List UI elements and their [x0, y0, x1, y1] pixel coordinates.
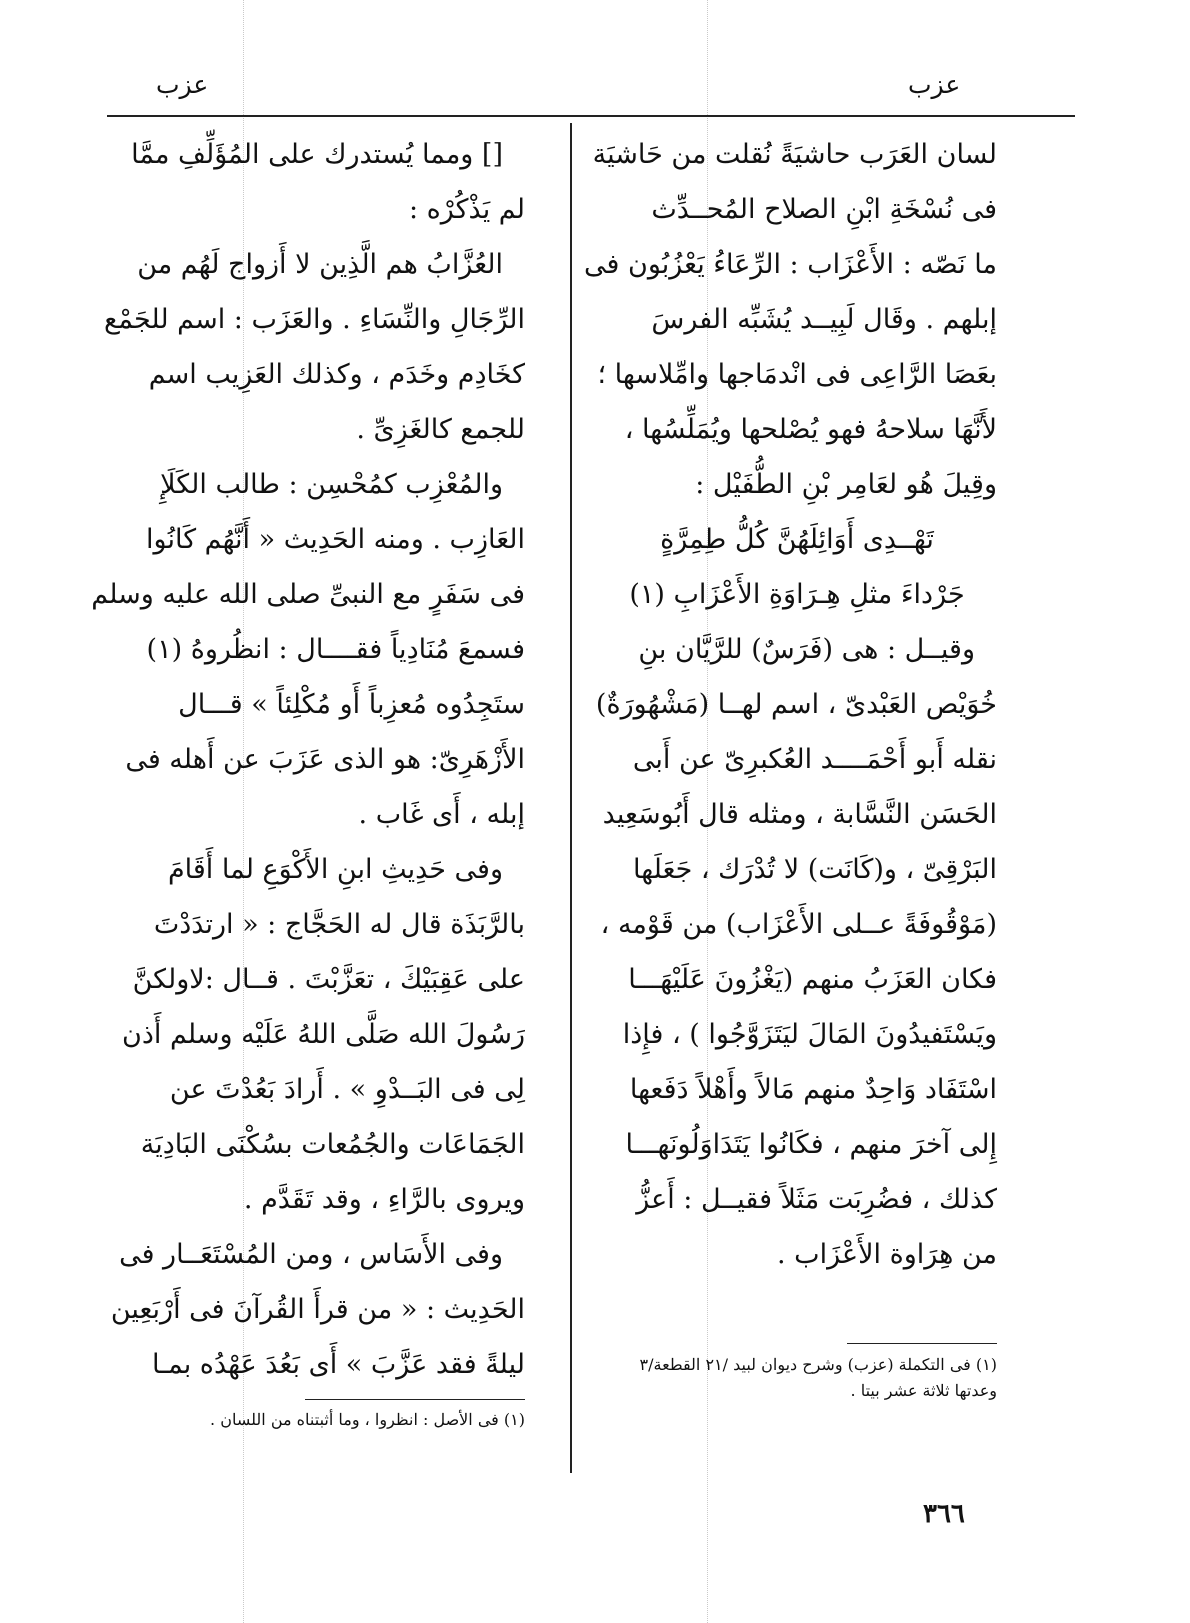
text-line: إبلهم . وقَال لَبِيــد يُشَبِّه الفرسَ [651, 304, 997, 335]
text-line: لم يَذْكُرْه : [408, 194, 525, 225]
header-rule [107, 115, 1075, 117]
text-line: وفى الأَسَاس ، ومن المُسْتَعَــار فى [119, 1239, 503, 1270]
text-line: فكان العَزَبُ منهم (يَغْزُونَ عَلَيْهَـــا [628, 964, 997, 995]
text-line: فى سَفَرٍ مع النبىِّ صلى الله عليه وسلم [91, 579, 525, 610]
left-footnote [107, 1407, 525, 1433]
text-line: اسْتَفَاد وَاحِدٌ منهم مَالاً وأَهْلاً دَفَعها [629, 1074, 997, 1105]
text-line: على عَقِبَيْكَ ، تعَزَّبْتَ . قــال :لاولكنَّ [132, 964, 525, 995]
text-line: ويروى بالرَّاءِ ، وقد تَقَدَّم . [243, 1184, 525, 1215]
text-line: الأَزْهَرِىّ: هو الذى عَزَبَ عن أَهله فى [125, 744, 525, 775]
text-line: ستَجِدُوه مُعزِباً أَو مُكْلِئاً » قـــال [178, 689, 525, 720]
footnote-rule [305, 1399, 525, 1400]
text-line: والمُعْزِب كمُحْسِن : طالب الكَلَإِ [160, 469, 503, 500]
text-line: لأَنَّهَا سلاحهُ فهو يُصْلحها ويُمَلِّسُها ، [624, 414, 997, 445]
footnote-line: (١) فى التكملة (عزب) وشرح ديوان لبيد /٢١ القطعة/٣ [639, 1355, 997, 1374]
left-column [91, 127, 525, 1392]
right-footnote [597, 1352, 997, 1404]
text-line: رَسُولَ الله صَلَّى اللهُ عَلَيْه وسلم أَذن [122, 1019, 525, 1050]
footnote-line: (١) فى الأصل : انظروا ، وما أثبتناه من اللسان . [210, 1410, 525, 1429]
verse-line: جَرْداءَ مثلِ هِـرَاوَةِ الأَعْزَابِ (١) [629, 579, 965, 610]
text-line: العُزَّابُ هم الَّذِين لا أَزواج لَهُم من [137, 249, 503, 280]
text-line: [] ومما يُستدرك على المُؤَلِّفِ ممَّا [131, 139, 503, 170]
text-line: كذلك ، فضُرِبَت مَثَلاً فقيــل : أَعزُّ [636, 1184, 997, 1215]
text-line: (مَوْقُوفَةً عــلى الأَعْزَاب) من قَوْمه ، [600, 909, 997, 940]
right-column [584, 127, 997, 1282]
text-line: لِى فى البَــدْوِ » . أَرادَ بَعُدْتَ عن [169, 1074, 525, 1105]
text-line: وقيــل : هى (فَرَسٌ) للرَّيَّان بنِ [638, 634, 975, 665]
text-line: كخَادِم وخَدَم ، وكذلك العَزِيب اسم [148, 359, 525, 390]
running-header-right: عزب [908, 70, 961, 99]
text-line: من هِرَاوة الأَعْزَاب . [777, 1239, 997, 1270]
text-line: بالرَّبَذَة قال له الحَجَّاج : « ارتدَدْتَ [153, 909, 525, 940]
running-header-left: عزب [156, 70, 209, 99]
footnote-line: وعدتها ثلاثة عشر بيتا . [850, 1381, 997, 1400]
column-divider [570, 123, 572, 1473]
text-line: ليلةً فقد عَزَّبَ » أَى بَعُدَ عَهْدُه بمـا [151, 1349, 525, 1380]
text-line: بعَصَا الرَّاعِى فى انْدمَاجها وامِّلاسها ؛ [597, 359, 997, 390]
text-line: الحَسَن النَّسَّابة ، ومثله قال أَبُوسَعِيد [602, 799, 997, 830]
text-line: للجمع كالغَزِىِّ . [356, 414, 525, 445]
text-line: إبله ، أَى غَاب . [358, 799, 525, 830]
text-line: الحَدِيث : « من قرأَ القُرآنَ فى أَرْبَعِين [110, 1294, 525, 1325]
text-line: إِلى آخرَ منهم ، فكَانُوا يَتَدَاوَلُونَهـــا [625, 1129, 997, 1160]
text-line: لسان العَرَب حاشيَةً نُقلت من حَاشيَة [592, 139, 997, 170]
text-line: وفى حَدِيثِ ابنِ الأَكْوَعِ لما أَقَامَ [167, 854, 503, 885]
text-line: ويَسْتَفيدُونَ المَالَ ليَتَزَوَّجُوا ) ، فإِذا [622, 1019, 997, 1050]
text-line: العَازِب . ومنه الحَدِيث « أَنَّهُم كَانُوا [146, 524, 525, 555]
text-line: وقِيلَ هُو لعَامِر بْنِ الطُّفَيْل : [695, 469, 997, 500]
text-line: البَرْقِىّ ، و(كَانَت) لا تُدْرَك ، جَعَلَها [632, 854, 997, 885]
text-line: فى نُسْخَةِ ابْنِ الصلاح المُحــدِّث [651, 194, 997, 225]
footnote-rule [847, 1343, 997, 1344]
text-line: الرِّجَالِ والنِّسَاءِ . والعَزَب : اسم للجَمْع [103, 304, 525, 335]
text-line: نقله أَبو أَحْمَــــد العُكبرِىّ عن أَبى [632, 744, 997, 775]
verse-line: تَهْــدِى أَوَائِلَهُنَّ كُلُّ طِمِرَّةٍ [660, 524, 934, 555]
text-line: فسمعَ مُنَادِياً فقــــال : انظُروهُ (١) [146, 634, 525, 665]
text-line: الجَمَاعَات والجُمُعات بسُكْنَى البَادِيَة [140, 1129, 525, 1160]
text-line: ما نَصّه : الأَعْزَاب : الرِّعَاءُ يَعْزُبُون فى [584, 249, 997, 280]
text-line: خُوَيْص العَبْدىّ ، اسم لهــا (مَشْهُورَةٌ) [595, 689, 997, 720]
page-number: ٣٦٦ [923, 1499, 965, 1529]
